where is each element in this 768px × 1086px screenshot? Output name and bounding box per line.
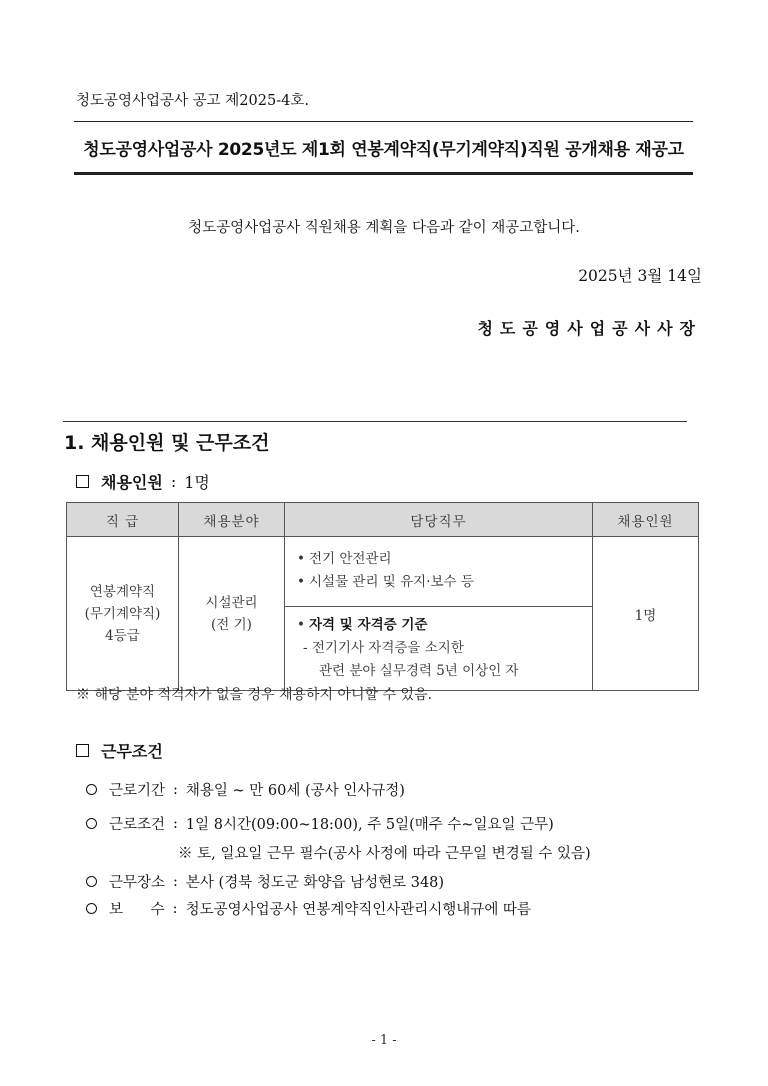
condition-colon: : [173, 873, 178, 890]
circle-bullet-icon [86, 876, 97, 887]
conditions-title: 근무조건 [101, 742, 163, 761]
rank-line: (무기계약직) [84, 605, 161, 622]
qualification-title: 자격 및 자격증 기준 [309, 617, 428, 633]
condition-label: 보 수 [109, 902, 165, 918]
bullet-icon: • [297, 617, 305, 633]
table-header-row [67, 503, 699, 537]
header-rank: 직 급 [67, 503, 179, 537]
checkbox-square-icon [76, 744, 89, 757]
page-number: - 1 - [371, 1033, 397, 1048]
field-line: 시설관리 [205, 594, 258, 611]
section-divider [63, 421, 687, 422]
bullet-icon: • [297, 550, 305, 567]
condition-label: 근로조건 [109, 817, 166, 833]
condition-item [86, 779, 405, 800]
notice-date: 2025년 3월 14일 [578, 267, 702, 285]
condition-item [86, 813, 554, 834]
circle-bullet-icon [86, 903, 97, 914]
header-count: 채용인원 [593, 503, 699, 537]
condition-item [86, 871, 444, 892]
recruitment-table [66, 502, 699, 691]
rank-line: 4등급 [105, 627, 140, 644]
conditions-heading [76, 739, 163, 762]
qualification-line: 관련 분야 실무경력 5년 이상인 자 [319, 663, 519, 679]
header-duty: 담당직무 [285, 503, 593, 537]
condition-colon: : [172, 900, 178, 917]
condition-colon: : [173, 815, 178, 832]
duty-item [297, 548, 582, 571]
rank-line: 연봉계약직 [89, 583, 156, 600]
issuer-name: 청도공영사업공사사장 [477, 319, 702, 338]
notice-number: 청도공영사업공사 공고 제2025-4호. [76, 93, 309, 109]
qualification-cell [285, 607, 593, 691]
recruit-heading [76, 470, 210, 493]
condition-colon: : [173, 781, 178, 798]
table-note: ※ 해당 분야 적격자가 없을 경우 채용하지 아니할 수 있음. [76, 687, 433, 703]
condition-item [86, 898, 531, 919]
document-title: 청도공영사업공사 2025년도 제1회 연봉계약직(무기계약직)직원 공개채용 재공고 [83, 139, 684, 160]
table-row [67, 537, 699, 607]
recruit-value: 1명 [184, 473, 210, 492]
bullet-icon: • [297, 573, 305, 590]
condition-value: 채용일 ~ 만 60세 (공사 인사규정) [185, 783, 405, 799]
condition-value: 본사 (경북 청도군 화양읍 남성현로 348) [185, 875, 445, 891]
duty-cell [285, 537, 593, 607]
condition-value: 청도공영사업공사 연봉계약직인사관리시행내규에 따름 [185, 902, 531, 918]
checkbox-square-icon [76, 475, 89, 488]
circle-bullet-icon [86, 818, 97, 829]
count-cell: 1명 [593, 537, 699, 691]
intro-text: 청도공영사업공사 직원채용 계획을 다음과 같이 재공고합니다. [188, 220, 580, 236]
duty-text: 전기 안전관리 [309, 550, 392, 567]
duty-item [297, 571, 582, 594]
condition-label: 근로기간 [109, 783, 166, 799]
duty-text: 시설물 관리 및 유지·보수 등 [309, 573, 474, 590]
title-box [74, 121, 693, 175]
field-cell [179, 537, 285, 691]
condition-note: ※ 토, 일요일 근무 필수(공사 사정에 따라 근무일 변경될 수 있음) [178, 846, 591, 862]
qualification-line: - 전기기사 자격증을 소지한 [303, 640, 464, 656]
header-field: 채용분야 [179, 503, 285, 537]
condition-value: 1일 8시간(09:00~18:00), 주 5일(매주 수~일요일 근무) [185, 817, 554, 833]
rank-cell [67, 537, 179, 691]
recruit-separator: : [170, 472, 177, 491]
recruit-label: 채용인원 [101, 473, 163, 492]
condition-label: 근무장소 [109, 875, 166, 891]
section-title: 1. 채용인원 및 근무조건 [64, 432, 270, 454]
field-line: (전 기) [211, 616, 252, 633]
qualification-heading [297, 614, 582, 637]
circle-bullet-icon [86, 784, 97, 795]
